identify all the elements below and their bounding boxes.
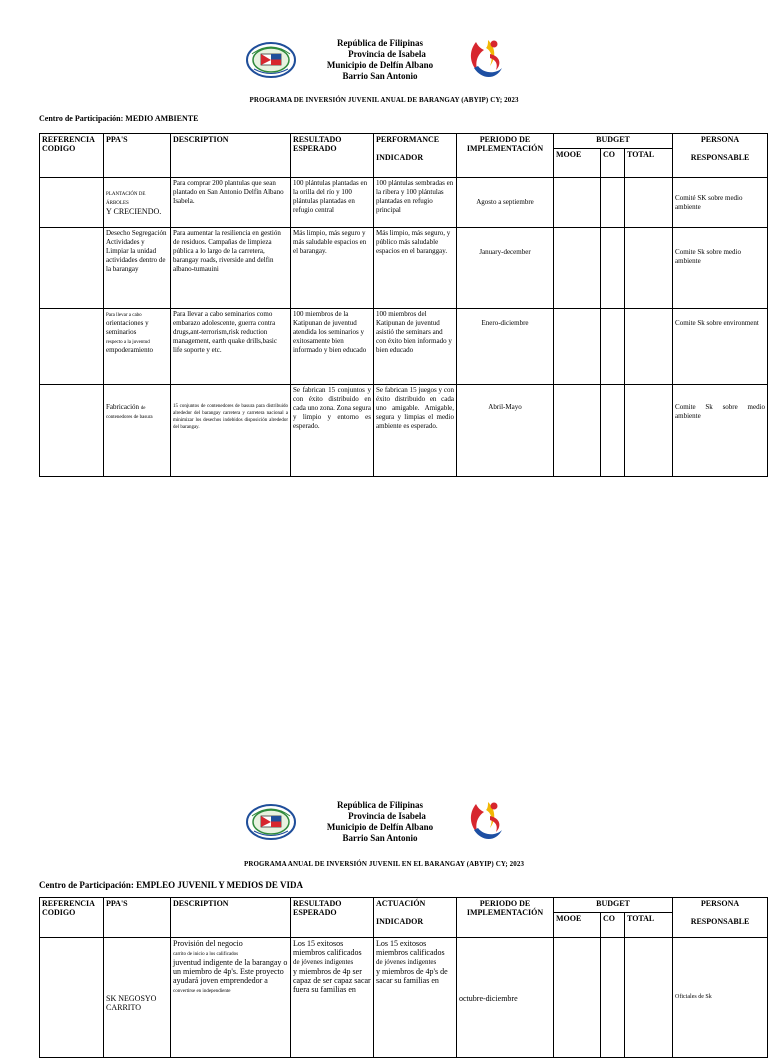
cell-co [601, 309, 625, 385]
cell-indicador: 100 plántulas sembradas en la ribera y 100 plántulas plantadas en refugio principal [374, 178, 457, 228]
cell-ref [40, 938, 104, 1058]
municipality-line: Municipio de Delfín Albano [326, 822, 434, 832]
cell-resultado: Se fabrican 15 conjuntos y con éxito distribuido en cada uno zona. Zona segura y limpio y entorno es esperado. [291, 385, 374, 477]
table-row [40, 309, 768, 385]
resultado-small-text: de jóvenes indigentes [293, 958, 354, 966]
province-line: Provincia de Isabela [348, 49, 426, 59]
description-small-text: carrito de inicio a los calificados [173, 952, 239, 957]
cell-mooe [554, 178, 601, 228]
responsable-label: RESPONSABLE [690, 153, 750, 162]
cell-ref [40, 385, 104, 477]
cell-mooe [554, 309, 601, 385]
cell-total [625, 938, 673, 1058]
cell-ref [40, 309, 104, 385]
description-text: juventud indigente de la barangay o un miembro de 4p's. Este proyecto ayudará joven emprendedor a [173, 958, 288, 985]
cell-indicador: Más limpio, más seguro, y público más saludable espacios en el baranggay. [374, 228, 457, 309]
cell-indicador: 100 miembros del Katipunan de juventud asistió the seminars and con éxito bien informado y bien educado [374, 309, 457, 385]
indicador-text: Los 15 exitosos miembros calificados [376, 939, 445, 957]
sk-flame-logo-icon [466, 38, 506, 82]
col-total: TOTAL [625, 149, 673, 178]
cell-periodo: Abril-Mayo [457, 385, 554, 477]
abyip-table-1 [39, 133, 768, 477]
letterhead [0, 800, 768, 846]
table-row [40, 178, 768, 228]
cell-resultado: 100 miembros de la Katipunan de juventud atendida los seminarios y exitosamente bien informado y bien educado [291, 309, 374, 385]
col-ref: REFERENCIA CODIGO [40, 898, 104, 938]
cell-total [625, 228, 673, 309]
ppa-small-text: respecto a la juventud [106, 340, 150, 345]
col-periodo: PERIODO DE IMPLEMENTACIÓN [457, 134, 554, 178]
letterhead [0, 38, 768, 84]
persona-label: PERSONA [700, 135, 740, 144]
country-line: República de Filipinas [336, 800, 424, 810]
cell-indicador [374, 938, 457, 1058]
cell-ref [40, 178, 104, 228]
resultado-text: y miembros de 4p ser capaz de ser capaz sacar fuera su familias en [293, 967, 371, 994]
cell-responsable: Comité SK sobre medio ambiente [673, 178, 768, 228]
letterhead-text [300, 800, 460, 844]
responsable-label: RESPONSABLE [690, 917, 750, 926]
cell-total [625, 309, 673, 385]
col-mooe: MOOE [554, 149, 601, 178]
cell-mooe [554, 938, 601, 1058]
program-title: PROGRAMA ANUAL DE INVERSIÓN JUVENIL EN EL BARANGAY (ABYIP) CY; 2023 [243, 860, 525, 868]
col-co: CO [601, 149, 625, 178]
cell-description: Para aumentar la resiliencia en gestión de residuos. Campañas de limpieza pública a lo largo de la carretera, barangay roads, riverside and delfin albano-tumauini [171, 228, 291, 309]
cell-description [171, 938, 291, 1058]
col-periodo: PERIODO DE IMPLEMENTACIÓN [457, 898, 554, 938]
abyip-table-2 [39, 897, 768, 1058]
description-small-text: convertirse en independiente [173, 989, 231, 994]
ppa-main-text: Fabricación [106, 403, 140, 411]
resultado-text: Los 15 exitosos miembros calificados [293, 939, 362, 957]
province-line: Provincia de Isabela [348, 811, 426, 821]
persona-label: PERSONA [700, 899, 740, 908]
participation-center: Centro de Participación: MEDIO AMBIENTE [39, 114, 199, 123]
cell-total [625, 385, 673, 477]
municipal-seal-icon [246, 42, 296, 78]
col-ppas: PPA'S [104, 134, 171, 178]
cell-ref [40, 228, 104, 309]
ppa-main-text: orientaciones y seminarios [106, 319, 149, 336]
cell-responsable: Comite Sk sobre environment [673, 309, 768, 385]
cell-resultado: 100 plántulas plantadas en la orilla del río y 100 plántulas plantadas en refugio central [291, 178, 374, 228]
barrio-line: Barrio San Antonio [342, 833, 418, 843]
cell-responsable: Comite Sk sobre medio ambiente [673, 385, 768, 477]
participation-center: Centro de Participación: EMPLEO JUVENIL Y MEDIOS DE VIDA [39, 880, 304, 890]
ppa-small-text: Para llevar a cabo [106, 313, 142, 318]
cell-ppa [104, 178, 171, 228]
col-budget: BUDGET [554, 134, 673, 149]
col-total: TOTAL [625, 913, 673, 938]
cell-co [601, 385, 625, 477]
cell-periodo: January-december [457, 228, 554, 309]
performance-label: PERFORMANCE [376, 135, 440, 144]
cell-co [601, 228, 625, 309]
program-title: PROGRAMA DE INVERSIÓN JUVENIL ANUAL DE BARANGAY (ABYIP) CY; 2023 [249, 96, 519, 104]
table-row [40, 385, 768, 477]
country-line: República de Filipinas [336, 38, 424, 48]
cell-responsable: Comite Sk sobre medio ambiente [673, 228, 768, 309]
cell-resultado [291, 938, 374, 1058]
cell-description: Para comprar 200 plantulas que sean plantado en San Antonio Delfín Albano Isabela. [171, 178, 291, 228]
cell-periodo: Agosto a septiembre [457, 178, 554, 228]
cell-resultado: Más limpio, más seguro y más saludable espacios en el barangay. [291, 228, 374, 309]
col-ref: REFERENCIA CODIGO [40, 134, 104, 178]
letterhead-text [300, 38, 460, 82]
ppa-main-text: Y CRECIENDO. [106, 206, 162, 216]
indicador-label: INDICADOR [376, 153, 424, 162]
cell-periodo: Enero-diciembre [457, 309, 554, 385]
col-mooe: MOOE [554, 913, 601, 938]
sk-flame-logo-icon [466, 800, 506, 844]
ppa-main-text: empoderamiento [106, 346, 154, 354]
actuacion-label: ACTUACIÓN [376, 899, 426, 908]
municipality-line: Municipio de Delfín Albano [326, 60, 434, 70]
cell-co [601, 938, 625, 1058]
cell-responsable: Oficiales de Sk [673, 938, 768, 1058]
indicador-label: INDICADOR [376, 917, 424, 926]
col-description: DESCRIPTION [171, 898, 291, 938]
cell-co [601, 178, 625, 228]
ppa-small-text: PLANTACIÓN DE ÁRBOLES [106, 191, 146, 206]
municipal-seal-icon [246, 804, 296, 840]
cell-mooe [554, 385, 601, 477]
cell-description: Para llevar a cabo seminarios como embarazo adolescente, guerra contra drugs,ant-terrorism,risk reduction management, earth quake drills,basic life soporte y etc. [171, 309, 291, 385]
col-co: CO [601, 913, 625, 938]
col-ppas: PPA'S [104, 898, 171, 938]
cell-ppa [104, 309, 171, 385]
col-actuacion [374, 898, 457, 938]
col-persona [673, 134, 768, 178]
description-text: Provisión del negocio [173, 939, 243, 948]
cell-total [625, 178, 673, 228]
indicador-small-text: de jóvenes indigentes [376, 958, 437, 966]
table-row [40, 228, 768, 309]
col-performance [374, 134, 457, 178]
col-description: DESCRIPTION [171, 134, 291, 178]
indicador-text: y miembros de 4p's de sacar su familias en [376, 967, 448, 985]
col-resultado: RESULTADO ESPERADO [291, 898, 374, 938]
cell-ppa: Desecho Segregación Actividades y Limpiar la unidad actividades dentro de la barangay [104, 228, 171, 309]
ppa-small-text: de contenedores de basura [106, 406, 153, 420]
cell-ppa [104, 385, 171, 477]
barrio-line: Barrio San Antonio [342, 71, 418, 81]
col-persona [673, 898, 768, 938]
col-resultado: RESULTADO ESPERADO [291, 134, 374, 178]
table-row [40, 938, 768, 1058]
col-budget: BUDGET [554, 898, 673, 913]
cell-ppa: SK NEGOSYO CARRITO [104, 938, 171, 1058]
cell-indicador: Se fabrican 15 juegos y con éxito distribuido en cada uno amigable. Amigable, segura y limpias el medio ambiente es esperado. [374, 385, 457, 477]
cell-description: 15 conjuntos de contenedores de basura para distribuido alrededor del barangay carretera y carretera nacional a minimizar los desechos indebidos disposición alrededor del barangay. [171, 385, 291, 477]
cell-mooe [554, 228, 601, 309]
cell-periodo: octubre-diciembre [457, 938, 554, 1058]
